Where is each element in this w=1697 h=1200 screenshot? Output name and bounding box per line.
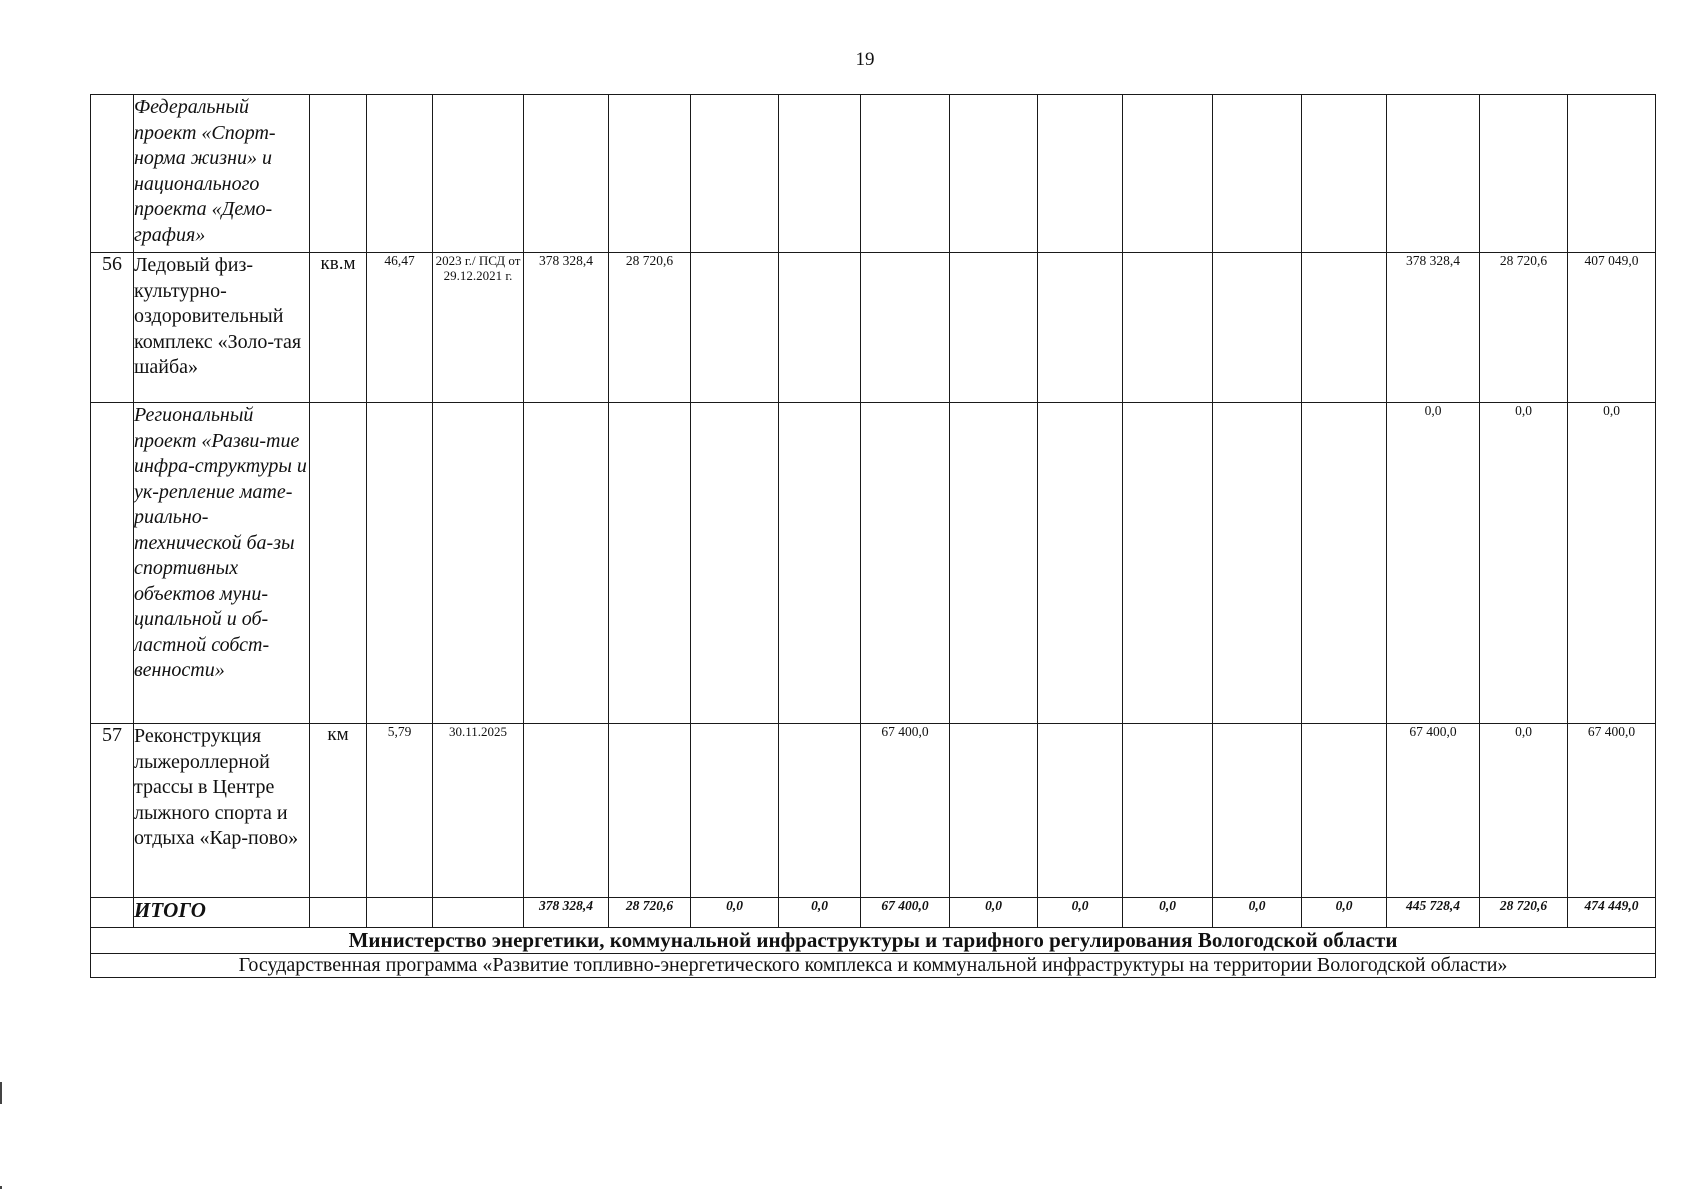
amount-cell	[950, 95, 1038, 253]
budget-table	[90, 94, 1656, 978]
table-row	[91, 253, 1656, 403]
program-row	[91, 954, 1656, 978]
amount-cell: 407 049,0	[1568, 253, 1656, 403]
total-amount-cell: 0,0	[1302, 898, 1387, 928]
amount-cell	[691, 724, 779, 898]
amount-cell	[1302, 724, 1387, 898]
amount-cell	[1123, 403, 1213, 724]
amount-cell	[1038, 724, 1123, 898]
amount-cell	[779, 724, 861, 898]
amount-cell: 378 328,4	[524, 253, 609, 403]
table-row	[91, 724, 1656, 898]
amount-cell	[1302, 403, 1387, 724]
capacity-value: 5,79	[367, 724, 433, 898]
amount-cell	[779, 95, 861, 253]
unit-of-measure	[310, 95, 367, 253]
total-amount-cell: 0,0	[1123, 898, 1213, 928]
amount-cell	[1480, 95, 1568, 253]
program-heading: Государственная программа «Развитие топливно-энергетического комплекса и коммунальной инфраструктуры на территории Вологодской области»	[91, 954, 1656, 978]
amount-cell: 378 328,4	[1387, 253, 1480, 403]
amount-cell: 28 720,6	[609, 253, 691, 403]
unit-of-measure: кв.м	[310, 253, 367, 403]
page-number: 19	[855, 49, 875, 70]
table-row	[91, 95, 1656, 253]
empty-cell	[310, 898, 367, 928]
amount-cell	[1123, 253, 1213, 403]
empty-cell	[433, 898, 524, 928]
total-row	[91, 898, 1656, 928]
amount-cell	[609, 95, 691, 253]
amount-cell	[1038, 253, 1123, 403]
capacity-value	[367, 95, 433, 253]
amount-cell	[950, 253, 1038, 403]
amount-cell	[861, 253, 950, 403]
total-amount-cell: 0,0	[1038, 898, 1123, 928]
amount-cell: 67 400,0	[1387, 724, 1480, 898]
total-amount-cell: 0,0	[779, 898, 861, 928]
total-label: ИТОГО	[134, 898, 310, 928]
amount-cell	[1213, 724, 1302, 898]
total-amount-cell: 67 400,0	[861, 898, 950, 928]
amount-cell	[691, 95, 779, 253]
amount-cell	[691, 253, 779, 403]
amount-cell	[861, 95, 950, 253]
empty-cell	[367, 898, 433, 928]
object-name: Реконструкция лыжероллерной трассы в Центре лыжного спорта и отдыха «Кар-пово»	[134, 724, 310, 898]
amount-cell	[1568, 95, 1656, 253]
amount-cell: 67 400,0	[1568, 724, 1656, 898]
amount-cell	[1213, 403, 1302, 724]
amount-cell	[779, 253, 861, 403]
object-name: Федеральный проект «Спорт-норма жизни» и национального проекта «Демо-графия»	[134, 95, 310, 253]
total-amount-cell: 28 720,6	[1480, 898, 1568, 928]
total-amount-cell: 0,0	[950, 898, 1038, 928]
amount-cell	[861, 403, 950, 724]
row-number: 57	[91, 724, 134, 898]
amount-cell	[1213, 95, 1302, 253]
scan-mark	[0, 1186, 2, 1189]
deadline-value	[433, 95, 524, 253]
unit-of-measure: км	[310, 724, 367, 898]
scan-mark	[0, 1082, 2, 1104]
ministry-row	[91, 928, 1656, 954]
amount-cell	[1123, 724, 1213, 898]
capacity-value: 46,47	[367, 253, 433, 403]
deadline-value	[433, 403, 524, 724]
deadline-value: 2023 г./ ПСД от 29.12.2021 г.	[433, 253, 524, 403]
total-amount-cell: 445 728,4	[1387, 898, 1480, 928]
amount-cell	[524, 95, 609, 253]
total-amount-cell: 28 720,6	[609, 898, 691, 928]
amount-cell	[691, 403, 779, 724]
unit-of-measure	[310, 403, 367, 724]
amount-cell	[1038, 95, 1123, 253]
amount-cell	[1302, 95, 1387, 253]
amount-cell	[1038, 403, 1123, 724]
total-amount-cell: 378 328,4	[524, 898, 609, 928]
amount-cell	[609, 724, 691, 898]
total-amount-cell: 474 449,0	[1568, 898, 1656, 928]
amount-cell	[1213, 253, 1302, 403]
amount-cell: 28 720,6	[1480, 253, 1568, 403]
deadline-value: 30.11.2025	[433, 724, 524, 898]
amount-cell	[950, 403, 1038, 724]
amount-cell	[1387, 95, 1480, 253]
amount-cell	[950, 724, 1038, 898]
amount-cell	[1123, 95, 1213, 253]
amount-cell: 0,0	[1480, 724, 1568, 898]
row-number: 56	[91, 253, 134, 403]
row-number	[91, 95, 134, 253]
amount-cell: 0,0	[1387, 403, 1480, 724]
amount-cell: 0,0	[1480, 403, 1568, 724]
ministry-heading: Министерство энергетики, коммунальной инфраструктуры и тарифного регулирования Вологодской области	[91, 928, 1656, 954]
total-amount-cell: 0,0	[1213, 898, 1302, 928]
amount-cell	[1302, 253, 1387, 403]
table-row	[91, 403, 1656, 724]
row-number	[91, 403, 134, 724]
amount-cell: 67 400,0	[861, 724, 950, 898]
amount-cell	[524, 403, 609, 724]
object-name: Региональный проект «Разви-тие инфра-структуры и ук-репление мате-риально-технической ба-зы спортивных объектов муни-ципальной и об-ластной собст-венности»	[134, 403, 310, 724]
empty-cell	[91, 898, 134, 928]
capacity-value	[367, 403, 433, 724]
amount-cell	[524, 724, 609, 898]
total-amount-cell: 0,0	[691, 898, 779, 928]
amount-cell	[609, 403, 691, 724]
amount-cell	[779, 403, 861, 724]
object-name: Ледовый физ-культурно-оздоровительный комплекс «Золо-тая шайба»	[134, 253, 310, 403]
amount-cell: 0,0	[1568, 403, 1656, 724]
